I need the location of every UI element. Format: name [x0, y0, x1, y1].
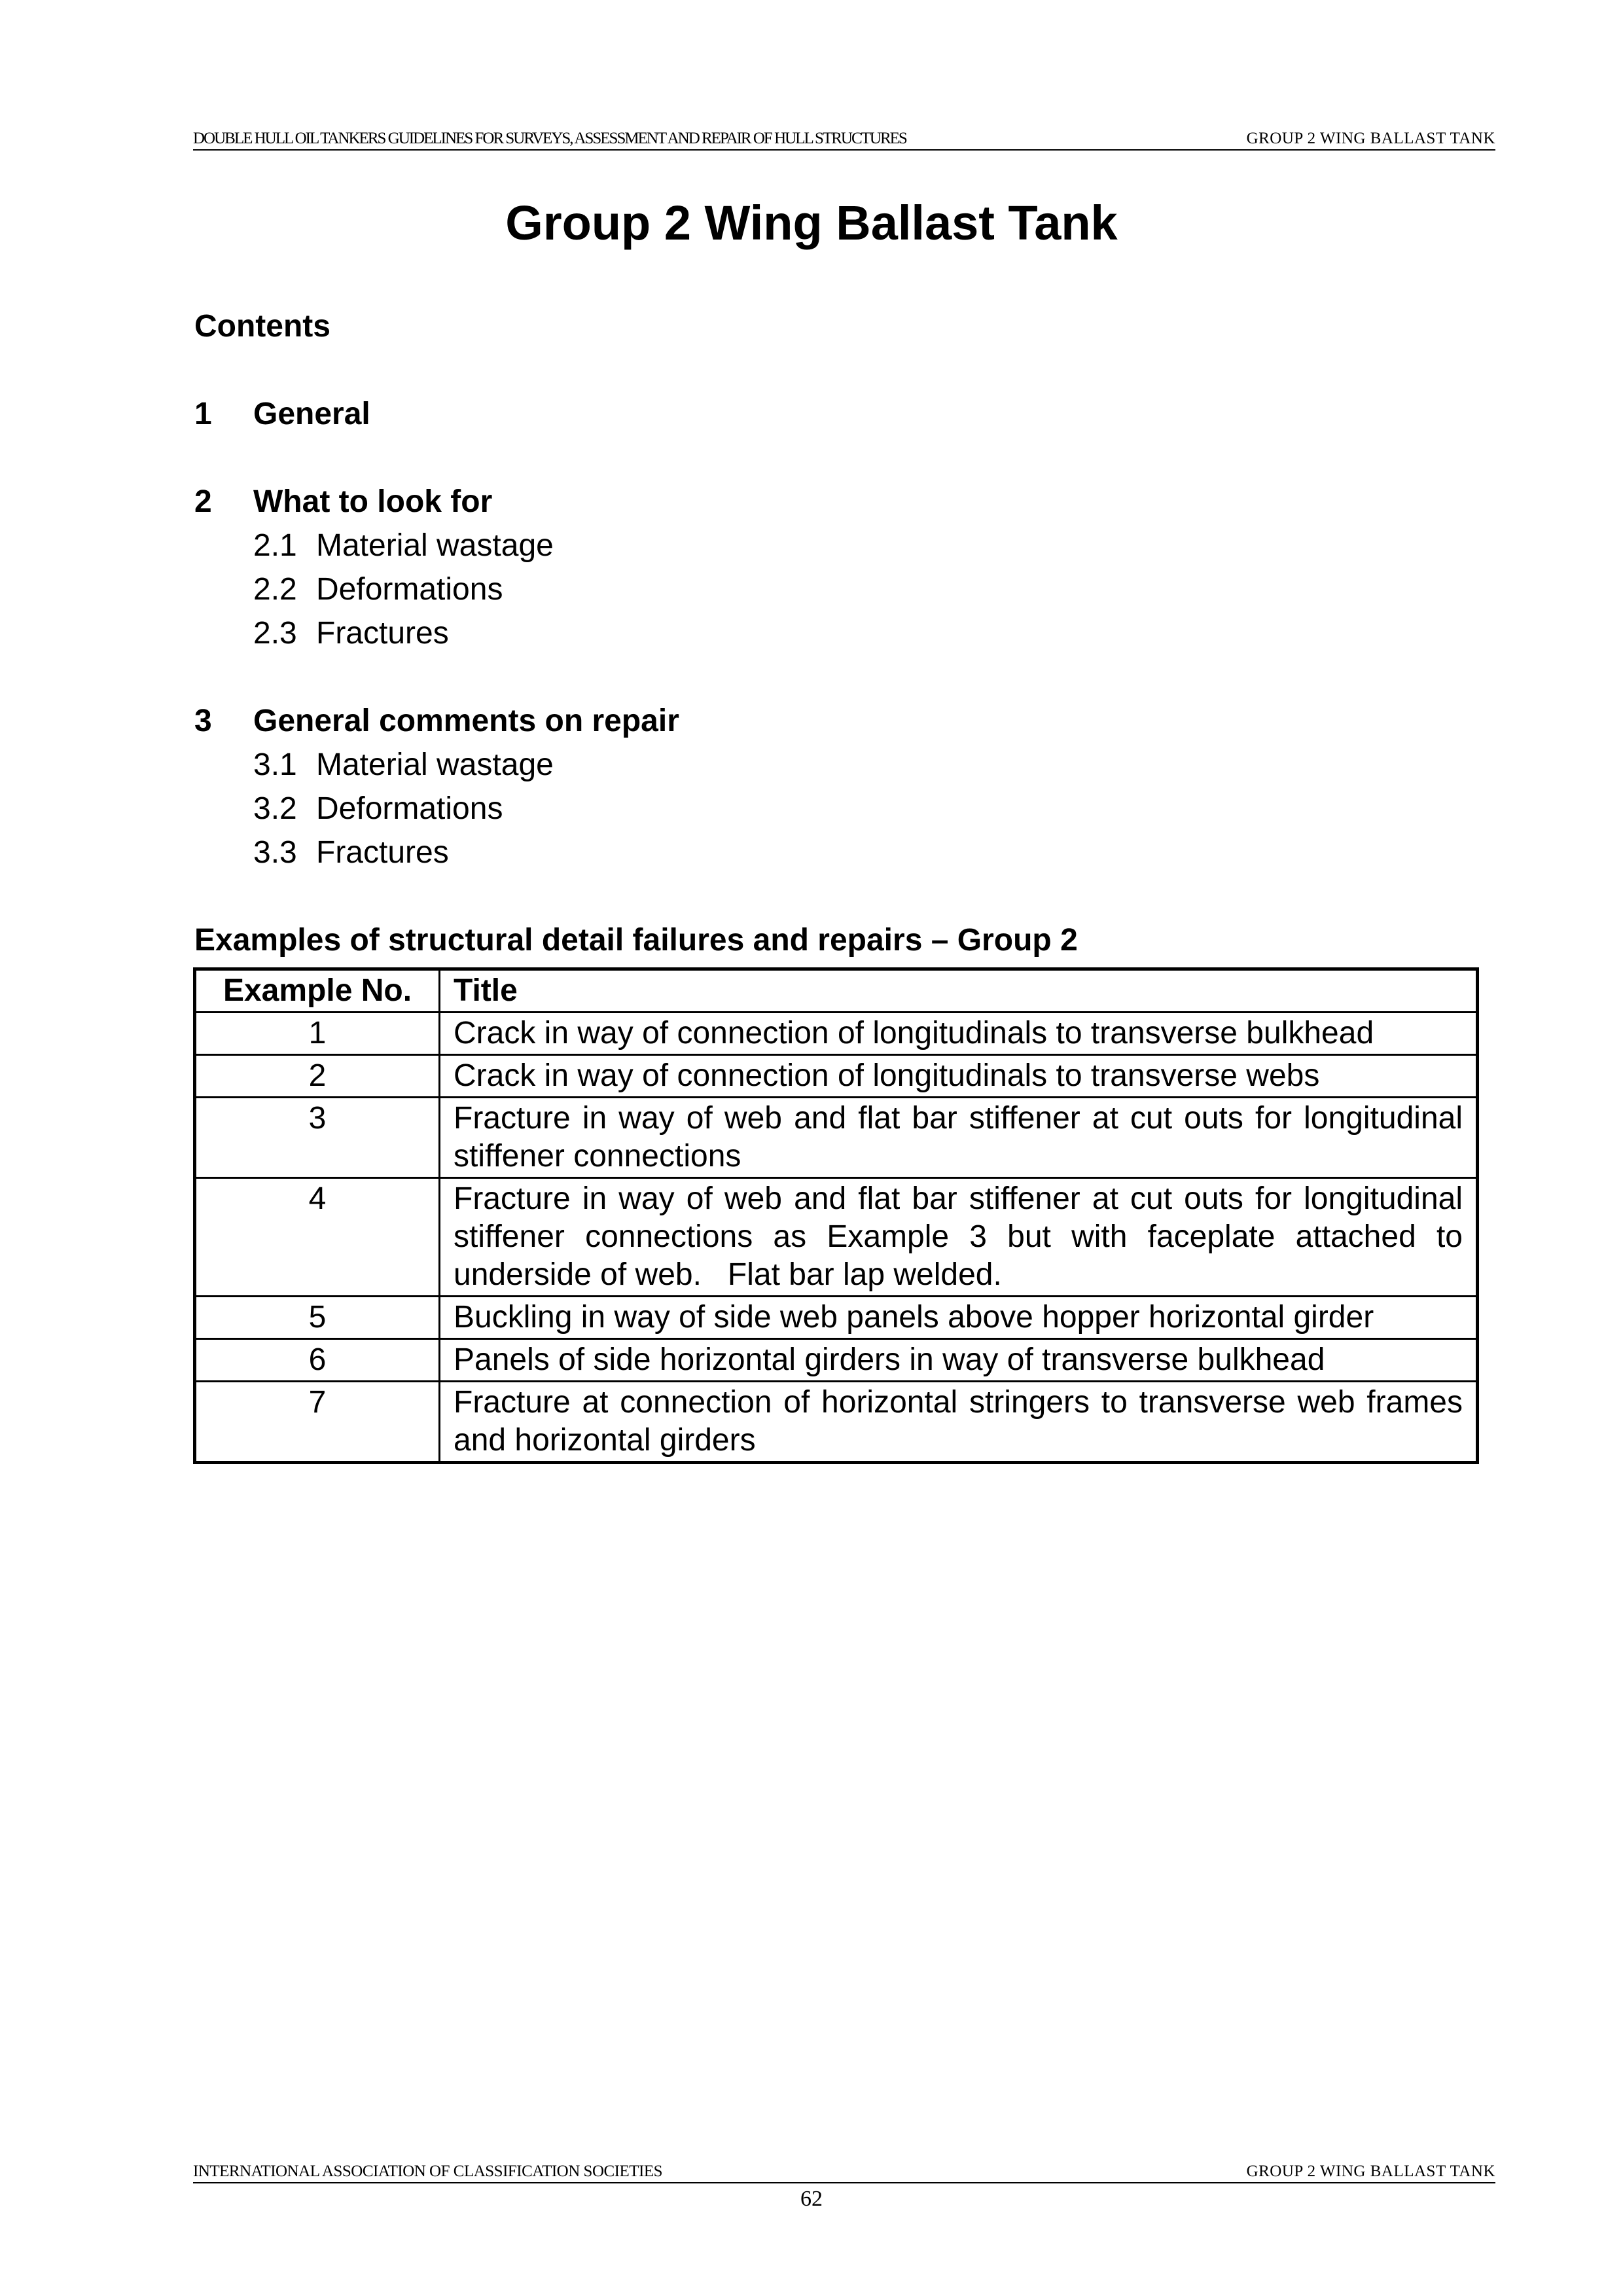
- table-row: [195, 1382, 1478, 1463]
- toc-subitem-title: Material wastage: [316, 528, 554, 563]
- example-number-cell: 2: [195, 1055, 440, 1098]
- example-number-cell: 5: [195, 1297, 440, 1339]
- page-number: 62: [800, 2187, 823, 2211]
- page-title: Group 2 Wing Ballast Tank: [505, 196, 1118, 250]
- column-header-example-no: Example No.: [195, 969, 440, 1013]
- examples-heading: Examples of structural detail failures and repairs – Group 2: [194, 923, 1078, 958]
- toc-item-1-number: 1: [194, 397, 212, 431]
- example-number-cell: 3: [195, 1098, 440, 1178]
- column-header-title: Title: [440, 969, 1478, 1013]
- header-document-title: DOUBLE HULL OIL TANKERS GUIDELINES FOR SURVEYS, ASSESSMENT AND REPAIR OF HULL STRUCTURES: [193, 130, 906, 147]
- table-row: [195, 1098, 1478, 1178]
- table-row: [195, 1055, 1478, 1098]
- table-row: [195, 1297, 1478, 1339]
- toc-subitem-2-3: [253, 614, 449, 653]
- toc-item-2-number: 2: [194, 484, 212, 519]
- toc-subitem-2-2: [253, 570, 503, 609]
- toc-item-2-title: What to look for: [253, 484, 493, 519]
- toc-subitem-number: 3.2: [253, 791, 297, 826]
- footer-section-title: GROUP 2 WING BALLAST TANK: [1246, 2162, 1495, 2180]
- toc-subitem-title: Material wastage: [316, 747, 554, 782]
- toc-subitem-number: 3.3: [253, 835, 297, 870]
- example-title-cell: Fracture in way of web and flat bar stiffener at cut outs for longitudinal stiffener connections: [440, 1098, 1478, 1178]
- toc-subitem-number: 2.2: [253, 572, 297, 607]
- page-footer: [193, 2161, 1495, 2183]
- example-title-cell: Crack in way of connection of longitudinals to transverse bulkhead: [440, 1013, 1478, 1055]
- example-title-cell: Fracture in way of web and flat bar stiffener at cut outs for longitudinal stiffener connections as Example 3 but with faceplate attached to underside of web. Flat bar lap welded.: [440, 1178, 1478, 1297]
- toc-subitem-3-2: [253, 789, 503, 829]
- example-title-cell: Fracture at connection of horizontal stringers to transverse web frames and horizontal girders: [440, 1382, 1478, 1463]
- example-number-cell: 1: [195, 1013, 440, 1055]
- example-number-cell: 7: [195, 1382, 440, 1463]
- example-number-cell: 6: [195, 1339, 440, 1382]
- toc-subitem-title: Deformations: [316, 791, 503, 826]
- toc-subitem-title: Fractures: [316, 835, 449, 870]
- example-title-cell: Buckling in way of side web panels above hopper horizontal girder: [440, 1297, 1478, 1339]
- header-section-title: GROUP 2 WING BALLAST TANK: [1246, 130, 1495, 147]
- toc-subitem-title: Deformations: [316, 572, 503, 607]
- toc-item-1-title: General: [253, 397, 370, 431]
- toc-subitem-title: Fractures: [316, 616, 449, 651]
- page-header: [193, 128, 1495, 151]
- table-row: [195, 1013, 1478, 1055]
- contents-heading: Contents: [194, 309, 330, 344]
- example-title-cell: Crack in way of connection of longitudinals to transverse webs: [440, 1055, 1478, 1098]
- toc-subitem-3-1: [253, 745, 554, 785]
- toc-item-3-title: General comments on repair: [253, 704, 679, 738]
- toc-subitem-number: 2.3: [253, 616, 297, 651]
- examples-table: [193, 967, 1479, 1464]
- footer-organization: INTERNATIONAL ASSOCIATION OF CLASSIFICATION SOCIETIES: [193, 2162, 663, 2180]
- example-title-cell: Panels of side horizontal girders in way of transverse bulkhead: [440, 1339, 1478, 1382]
- toc-subitem-number: 3.1: [253, 747, 297, 782]
- table-row: [195, 1339, 1478, 1382]
- toc-item-3-number: 3: [194, 704, 212, 738]
- toc-subitem-3-3: [253, 833, 449, 872]
- table-header-row: [195, 969, 1478, 1013]
- example-number-cell: 4: [195, 1178, 440, 1297]
- table-row: [195, 1178, 1478, 1297]
- toc-subitem-2-1: [253, 526, 554, 565]
- toc-subitem-number: 2.1: [253, 528, 297, 563]
